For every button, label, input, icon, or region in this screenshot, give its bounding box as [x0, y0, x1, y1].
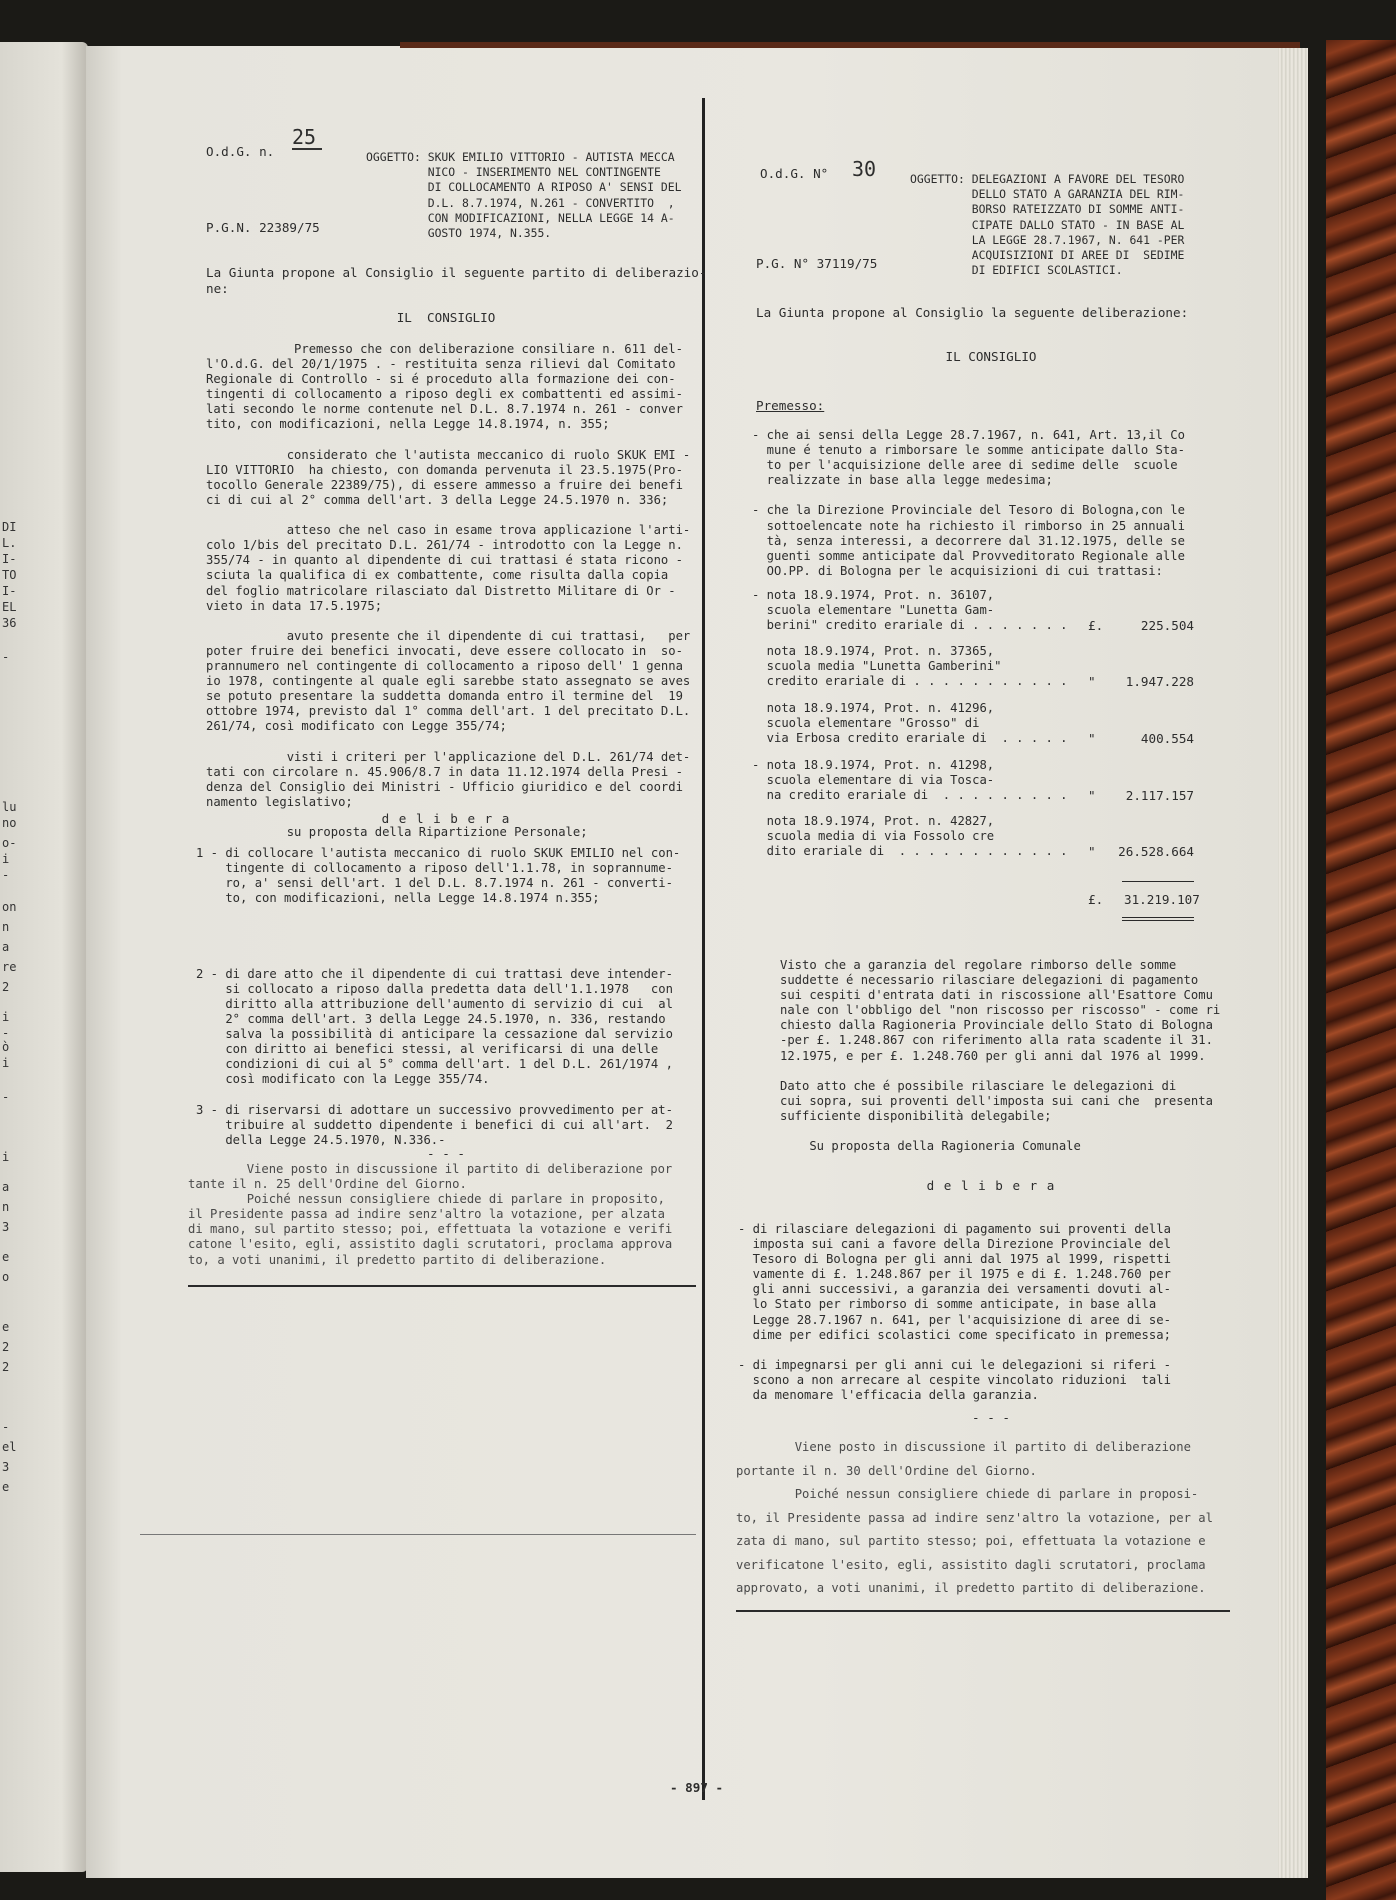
margin-fragment: n	[2, 1200, 10, 1214]
left-pgn: P.G.N. 22389/75	[206, 220, 320, 235]
note-amount: 2.117.157	[1125, 788, 1194, 803]
page-number: - 897 -	[670, 1780, 724, 1795]
left-odg-label: O.d.G. n.	[206, 144, 275, 159]
left-closing: Viene posto in discussione il partito di deliberazione por tante il n. 25 dell'Ordine del Giorno. Poiché nessun consigliere chiede di parlare in proposito, il Presidente passa ad indire senz'altro la votazione, per alzata di mano, sul partito stesso; poi, effettuata la votazione e verifi catone l'esito, egli, assistito dagli scrutatori, proclama approva to, a voti unanimi, il predetto partito di deliberazione.	[188, 1162, 673, 1267]
right-visto: Visto che a garanzia del regolare rimborso delle somme suddette é necessario rilasciare delegazioni di pagamento sui cespiti d'entrata dati in riscossione all'Esattore Comu nale con l'obbligo del "non riscosso per riscosso" - come ri chiesto dalla Ragioneria Provinciale dello Stato di Bologna -per £. 1.248.867 con riferimento alla rata scadente il 31. 12.1975, e per £. 1.248.760 per gli anni dal 1976 al 1999. Dato atto che é possibile rilasciare le delegazioni di cui sopra, sui proventi dell'imposta sui cani che presenta sufficiente disponibilità delegabile; Su proposta della Ragioneria Comunale	[780, 958, 1221, 1154]
right-odg-label: O.d.G. N°	[760, 166, 829, 181]
margin-fragment: el	[2, 1440, 17, 1454]
column-divider	[702, 98, 705, 1800]
margin-fragment: 36	[2, 616, 17, 630]
margin-fragment: -	[2, 868, 10, 882]
left-end-rule	[188, 1285, 696, 1287]
right-closing: Viene posto in discussione il partito di deliberazione portante il n. 30 dell'Ordine del Giorno. Poiché nessun consigliere chiede di parlare in proposi- to, il Presidente passa ad indire senz'altro la votazione, per al zata di mano, sul partito stesso; poi, effettuata la votazione e verificatone l'esito, egli, assistito dagli scrutatori, proclama approvato, a voti unanimi, il predetto partito di deliberazione.	[736, 1440, 1213, 1595]
margin-fragment: DI	[2, 520, 17, 534]
note-amount: 26.528.664	[1118, 844, 1194, 859]
margin-fragment: i	[2, 1150, 10, 1164]
margin-fragment: e	[2, 1320, 10, 1334]
left-delibera: d e l i b e r a	[381, 811, 511, 826]
margin-fragment: e	[2, 1480, 10, 1494]
margin-fragment: EL	[2, 600, 17, 614]
margin-fragment: re	[2, 960, 17, 974]
left-intro: La Giunta propone al Consiglio il seguente partito di deliberazio- ne:	[206, 265, 707, 296]
note-text: nota 18.9.1974, Prot. n. 42827, scuola media di via Fossolo cre dito erariale di . . . . . . . . . . . .	[766, 814, 1068, 859]
right-odg-number: 30	[852, 157, 877, 181]
margin-fragment: I-	[2, 584, 17, 598]
margin-fragment: o-	[2, 836, 17, 850]
margin-fragment: o	[2, 1270, 10, 1284]
note-amount: 1.947.228	[1125, 674, 1194, 689]
binding-strip	[400, 42, 1300, 48]
note-currency: £.	[1088, 618, 1104, 633]
margin-fragment: on	[2, 900, 17, 914]
note-text: nota 18.9.1974, Prot. n. 41296, scuola elementare "Grosso" di via Erbosa credito erariale di . . . . .	[766, 701, 1068, 746]
left-faint-rule	[140, 1534, 696, 1535]
margin-fragment: i	[2, 852, 10, 866]
note-currency: "	[1088, 844, 1096, 859]
page-stack-edges	[1278, 48, 1308, 1878]
right-delibera: d e l i b e r a	[926, 1178, 1056, 1193]
left-odg-number: 25	[292, 126, 322, 150]
note-text: - nota 18.9.1974, Prot. n. 36107, scuola elementare "Lunetta Gam- berini" credito erariale di . . . . . . .	[752, 588, 1068, 633]
margin-fragment: lu	[2, 800, 17, 814]
margin-fragment: TO	[2, 568, 17, 582]
right-items: - di rilasciare delegazioni di pagamento sui proventi della imposta sui cani a favore della Direzione Provinciale del Tesoro di Bologna per gli anni dal 1975 al 1999, rispetti vamente di £. 1.248.867 per il 1975 e di £. 1.248.760 per gli anni successivi, a garanzia dei versamenti dovuti al- lo Stato per rimborso di somme anticipate, in base alla Legge 28.7.1967 n. 641, per l'acquisizione di aree di se- dime per edifici scolastici come specificato in premessa; - di impegnarsi per gli anni cui le delegazioni si riferi - scono a non arrecare al cespite vincolato riduzioni tali da menomare l'efficacia della garanzia.	[738, 1222, 1171, 1403]
total-double-rule-2	[1122, 920, 1194, 921]
margin-fragment: i	[2, 1056, 10, 1070]
margin-fragment: L.	[2, 536, 17, 550]
margin-fragment: 3	[2, 1460, 10, 1474]
margin-fragment: no	[2, 816, 17, 830]
total-currency: £.	[1088, 892, 1104, 907]
margin-fragment: i	[2, 1010, 10, 1024]
left-items: 1 - di collocare l'autista meccanico di ruolo SKUK EMILIO nel con- tingente di collocamento a riposo dell'1.1.78, in soprannume- ro, a' sensi dell'art. 1 del D.L. 8.7.1974 n. 261 - converti- to, con modificazioni, nella Legge 14.8.1974 n.355; 2 - di dare atto che il dipendente di cui trattasi deve intender- si collocato a riposo dalla predetta data dell'1.1.1978 con diritto alla attribuzione dell'aumento di servizio di cui al 2° comma dell'art. 3 della Legge 24.5.1970, n. 336, restando salva la possibilità di anticipare la cessazione dal servizio con diritto ai benefici stessi, al verificarsi di una delle condizioni di cui al 5° comma dell'art. 1 del D.L. 261/1974 , così modificato con la Legge 355/74. 3 - di riservarsi di adottare un successivo provvedimento per at- tribuire al suddetto dipendente i benefici di cui all'art. 2 della Legge 24.5.1970, N.336.-	[196, 846, 681, 1147]
margin-fragment: -	[2, 1026, 10, 1040]
margin-fragment: -	[2, 1420, 10, 1434]
right-body1: - che ai sensi della Legge 28.7.1967, n. 641, Art. 13,il Co mune é tenuto a rimborsare le somme anticipate dallo Sta- to per l'acquisizione delle aree di sedime delle scuole realizzate in base alla legge medesima; - che la Direzione Provinciale del Tesoro di Bologna,con le sottoelencate note ha richiesto il rimborso in 25 annuali tà, senza interessi, a decorrere dal 31.12.1975, delle se guenti somme anticipate dal Provveditorato Regionale alle OO.PP. di Bologna per le acquisizioni di cui trattasi:	[752, 428, 1185, 578]
margin-fragment: ò	[2, 1040, 10, 1054]
note-amount: 225.504	[1140, 618, 1194, 633]
left-separator: - - -	[427, 1146, 465, 1161]
left-oggetto: OGGETTO: SKUK EMILIO VITTORIO - AUTISTA MECCA NICO - INSERIMENTO NEL CONTINGENTE DI COLLOCAMENTO A RIPOSO A' SENSI DEL D.L. 8.7.1974, N.261 - CONVERTITO , CON MODIFICAZIONI, NELLA LEGGE 14 A- GOSTO 1974, N.355.	[366, 150, 682, 241]
margin-fragment: a	[2, 1180, 10, 1194]
margin-fragment: 3	[2, 1220, 10, 1234]
note-currency: "	[1088, 788, 1096, 803]
note-amount: 400.554	[1140, 731, 1194, 746]
margin-fragment: 2	[2, 980, 10, 994]
margin-fragment: 2	[2, 1360, 10, 1374]
margin-fragment: -	[2, 650, 10, 664]
margin-fragment: -	[2, 1090, 10, 1104]
right-intro: La Giunta propone al Consiglio la seguente deliberazione:	[756, 305, 1189, 320]
left-body: Premesso che con deliberazione consiliare n. 611 del- l'O.d.G. del 20/1/1975 . - restituita senza rilievi dal Comitato Regionale di Controllo - si é proceduto alla formazione dei con- tingenti di collocamento a riposo degli ex combattenti ed assimi- lati secondo le norme contenute nel D.L. 8.7.1974 n. 261 - conver tito, con modificazioni, nella Legge 14.8.1974, n. 355; considerato che l'autista meccanico di ruolo SKUK EMI - LIO VITTORIO ha chiesto, con domanda pervenuta il 23.5.1975(Pro- tocollo Generale 22389/75), di essere ammesso a fruire dei benefi ci di cui al 2° comma dell'art. 3 della Legge 24.5.1970 n. 336; atteso che nel caso in esame trova applicazione l'arti- colo 1/bis del precitato D.L. 261/74 - introdotto con la Legge n. 355/74 - in quanto al dipendente di cui trattasi é stata ricono - sciuta la qualifica di ex combattente, come risulta dalla copia del foglio matricolare rilasciato dal Distretto Militare di Or - vieto in data 17.5.1975; avuto presente che il dipendente di cui trattasi, per poter fruire dei benefici invocati, deve essere collocato in so- prannumero nel contingente di collocamento a riposo dell' 1 genna io 1978, contingente al quale egli sarebbe stato assegnato se aves se potuto presentare la suddetta domanda entro il termine del 19 ottobre 1974, previsto dal 1° comma dell'art. 1 del precitato D.L. 261/74, così modificato con Legge 355/74; visti i criteri per l'applicazione del D.L. 261/74 det- tati con circolare n. 45.906/8.7 in data 11.12.1974 della Presi - denza del Consiglio dei Ministri - Ufficio giuridico e del coordi namento legislativo; su proposta della Ripartizione Personale;	[206, 342, 691, 839]
margin-fragment: n	[2, 920, 10, 934]
note-text: - nota 18.9.1974, Prot. n. 41298, scuola elementare di via Tosca- na credito erariale di . . . . . . . . .	[752, 758, 1068, 803]
margin-fragment: e	[2, 1250, 10, 1264]
right-heading: IL CONSIGLIO	[945, 349, 1037, 364]
right-pgn: P.G. N° 37119/75	[756, 256, 878, 271]
margin-fragment: 2	[2, 1340, 10, 1354]
note-currency: "	[1088, 731, 1096, 746]
right-end-rule	[736, 1610, 1230, 1612]
right-oggetto: OGGETTO: DELEGAZIONI A FAVORE DEL TESORO DELLO STATO A GARANZIA DEL RIM- BORSO RATEIZZATO DI SOMME ANTI- CIPATE DALLO STATO - IN BASE AL LA LEGGE 28.7.1967, N. 641 -PER ACQUISIZIONI DI AREE DI SEDIME DI EDIFICI SCOLASTICI.	[910, 172, 1185, 278]
margin-fragment: I-	[2, 552, 17, 566]
left-page-edge	[0, 42, 88, 1872]
right-premesso: Premesso:	[756, 398, 825, 413]
note-text: nota 18.9.1974, Prot. n. 37365, scuola media "Lunetta Gamberini" credito erariale di . . . . . . . . . . .	[766, 644, 1068, 689]
total-double-rule-1	[1122, 917, 1194, 918]
margin-fragment: a	[2, 940, 10, 954]
total-rule-top	[1122, 881, 1194, 882]
left-heading: IL CONSIGLIO	[396, 310, 496, 325]
marbled-endpaper	[1326, 40, 1396, 1900]
total-amount: 31.219.107	[1124, 892, 1200, 907]
right-separator: - - -	[972, 1410, 1010, 1425]
note-currency: "	[1088, 674, 1096, 689]
